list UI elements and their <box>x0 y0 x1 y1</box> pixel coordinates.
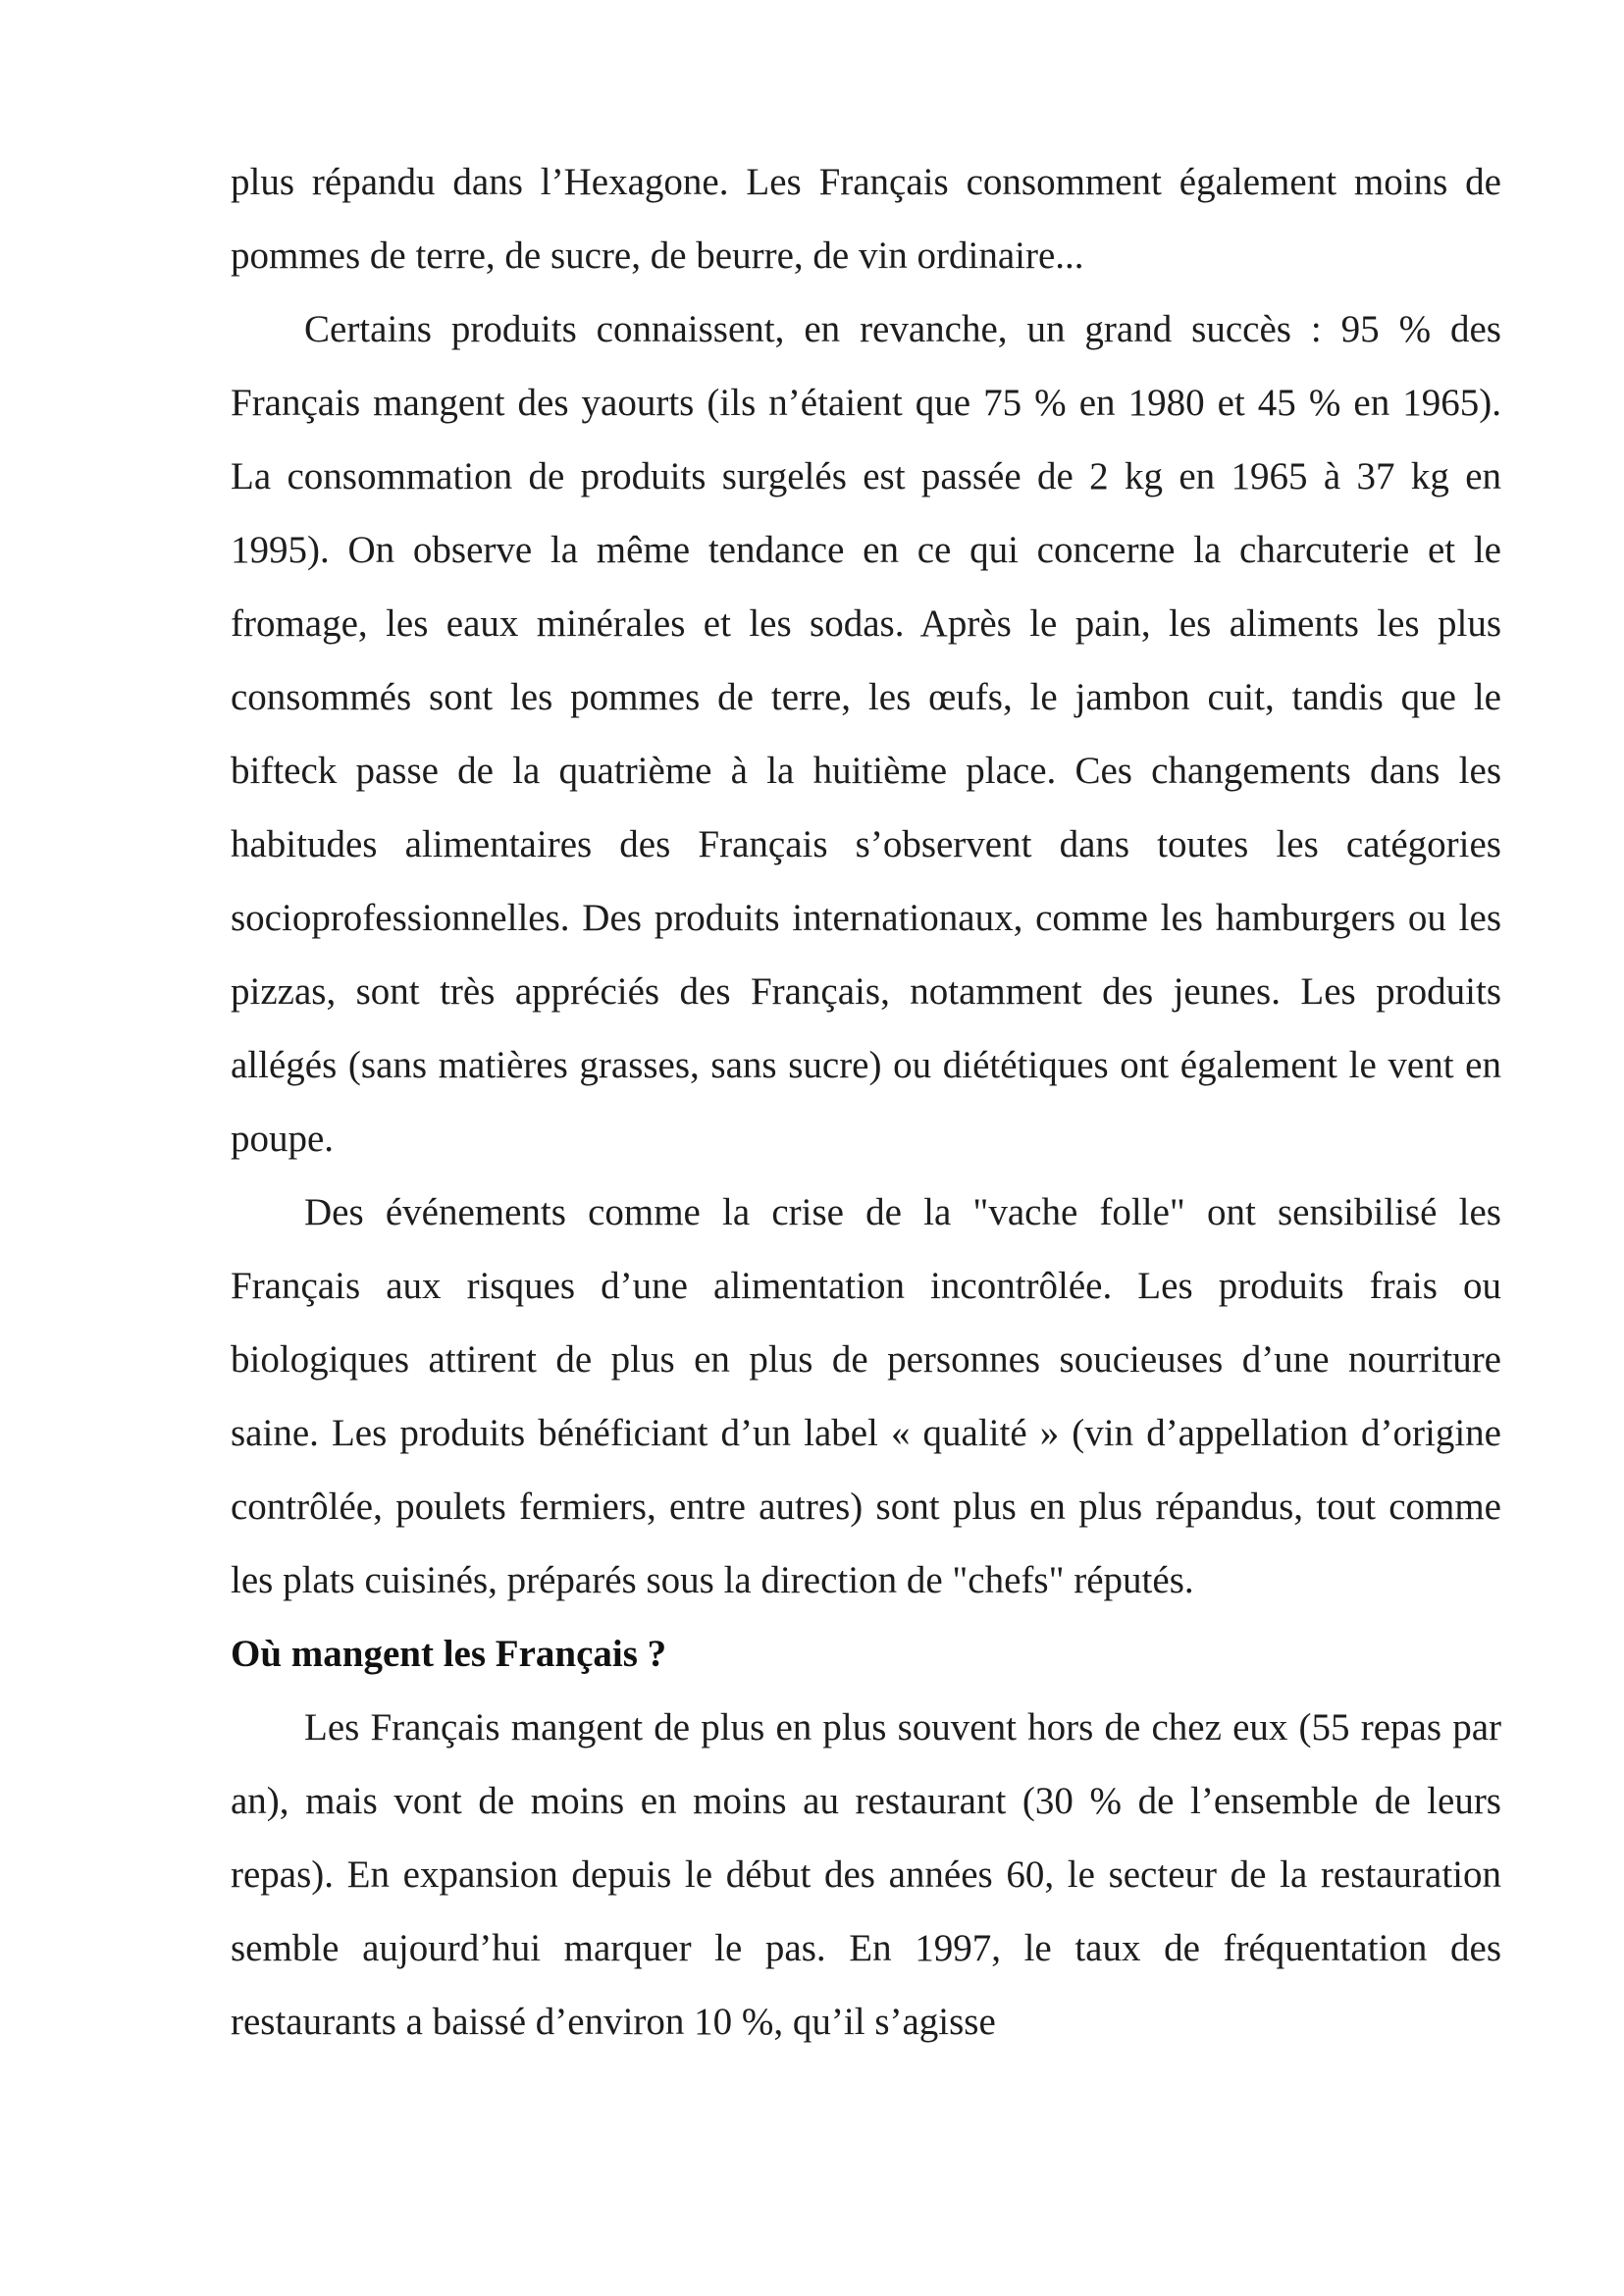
paragraph-products-success: Certains produits connaissent, en revanche, un grand succès : 95 % des Français mangent des yaourts (ils n’étaient que 75 % en 1980 et 45 % en 1965). La consommation de produits surgelés est passée de 2 kg en 1965 à 37 kg en 1995). On observe la même tendance en ce qui concerne la charcuterie et le fromage, les eaux minérales et les sodas. Après le pain, les aliments les plus consommés sont les pommes de terre, les œufs, le jambon cuit, tandis que le bifteck passe de la quatrième à la huitième place. Ces changements dans les habitudes alimentaires des Français s’observent dans toutes les catégories socioprofessionnelles. Des produits internationaux, comme les hamburgers ou les pizzas, sont très appréciés des Français, notamment des jeunes. Les produits allégés (sans matières grasses, sans sucre) ou diététiques ont également le vent en poupe. <box>231 308 1501 1160</box>
paragraph-food-safety: Des événements comme la crise de la "vache folle" ont sensibilisé les Français aux risques d’une alimentation incontrôlée. Les produits frais ou biologiques attirent de plus en plus de personnes soucieuses d’une nourriture saine. Les produits bénéficiant d’un label « qualité » (vin d’appellation d’origine contrôlée, poulets fermiers, entre autres) sont plus en plus répandus, tout comme les plats cuisinés, préparés sous la direction de "chefs" réputés. <box>231 1191 1501 1601</box>
document-body <box>231 145 1501 2059</box>
section-heading: Où mangent les Français ? <box>231 1633 667 1675</box>
paragraph-eating-out: Les Français mangent de plus en plus souvent hors de chez eux (55 repas par an), mais vont de moins en moins au restaurant (30 % de l’ensemble de leurs repas). En expansion depuis le début des années 60, le secteur de la restauration semble aujourd’hui marquer le pas. En 1997, le taux de fréquentation des restaurants a baissé d’environ 10 %, qu’il s’agisse <box>231 1706 1501 2043</box>
paragraph-continuation: plus répandu dans l’Hexagone. Les Français consomment également moins de pommes de terre, de sucre, de beurre, de vin ordinaire... <box>231 161 1501 277</box>
